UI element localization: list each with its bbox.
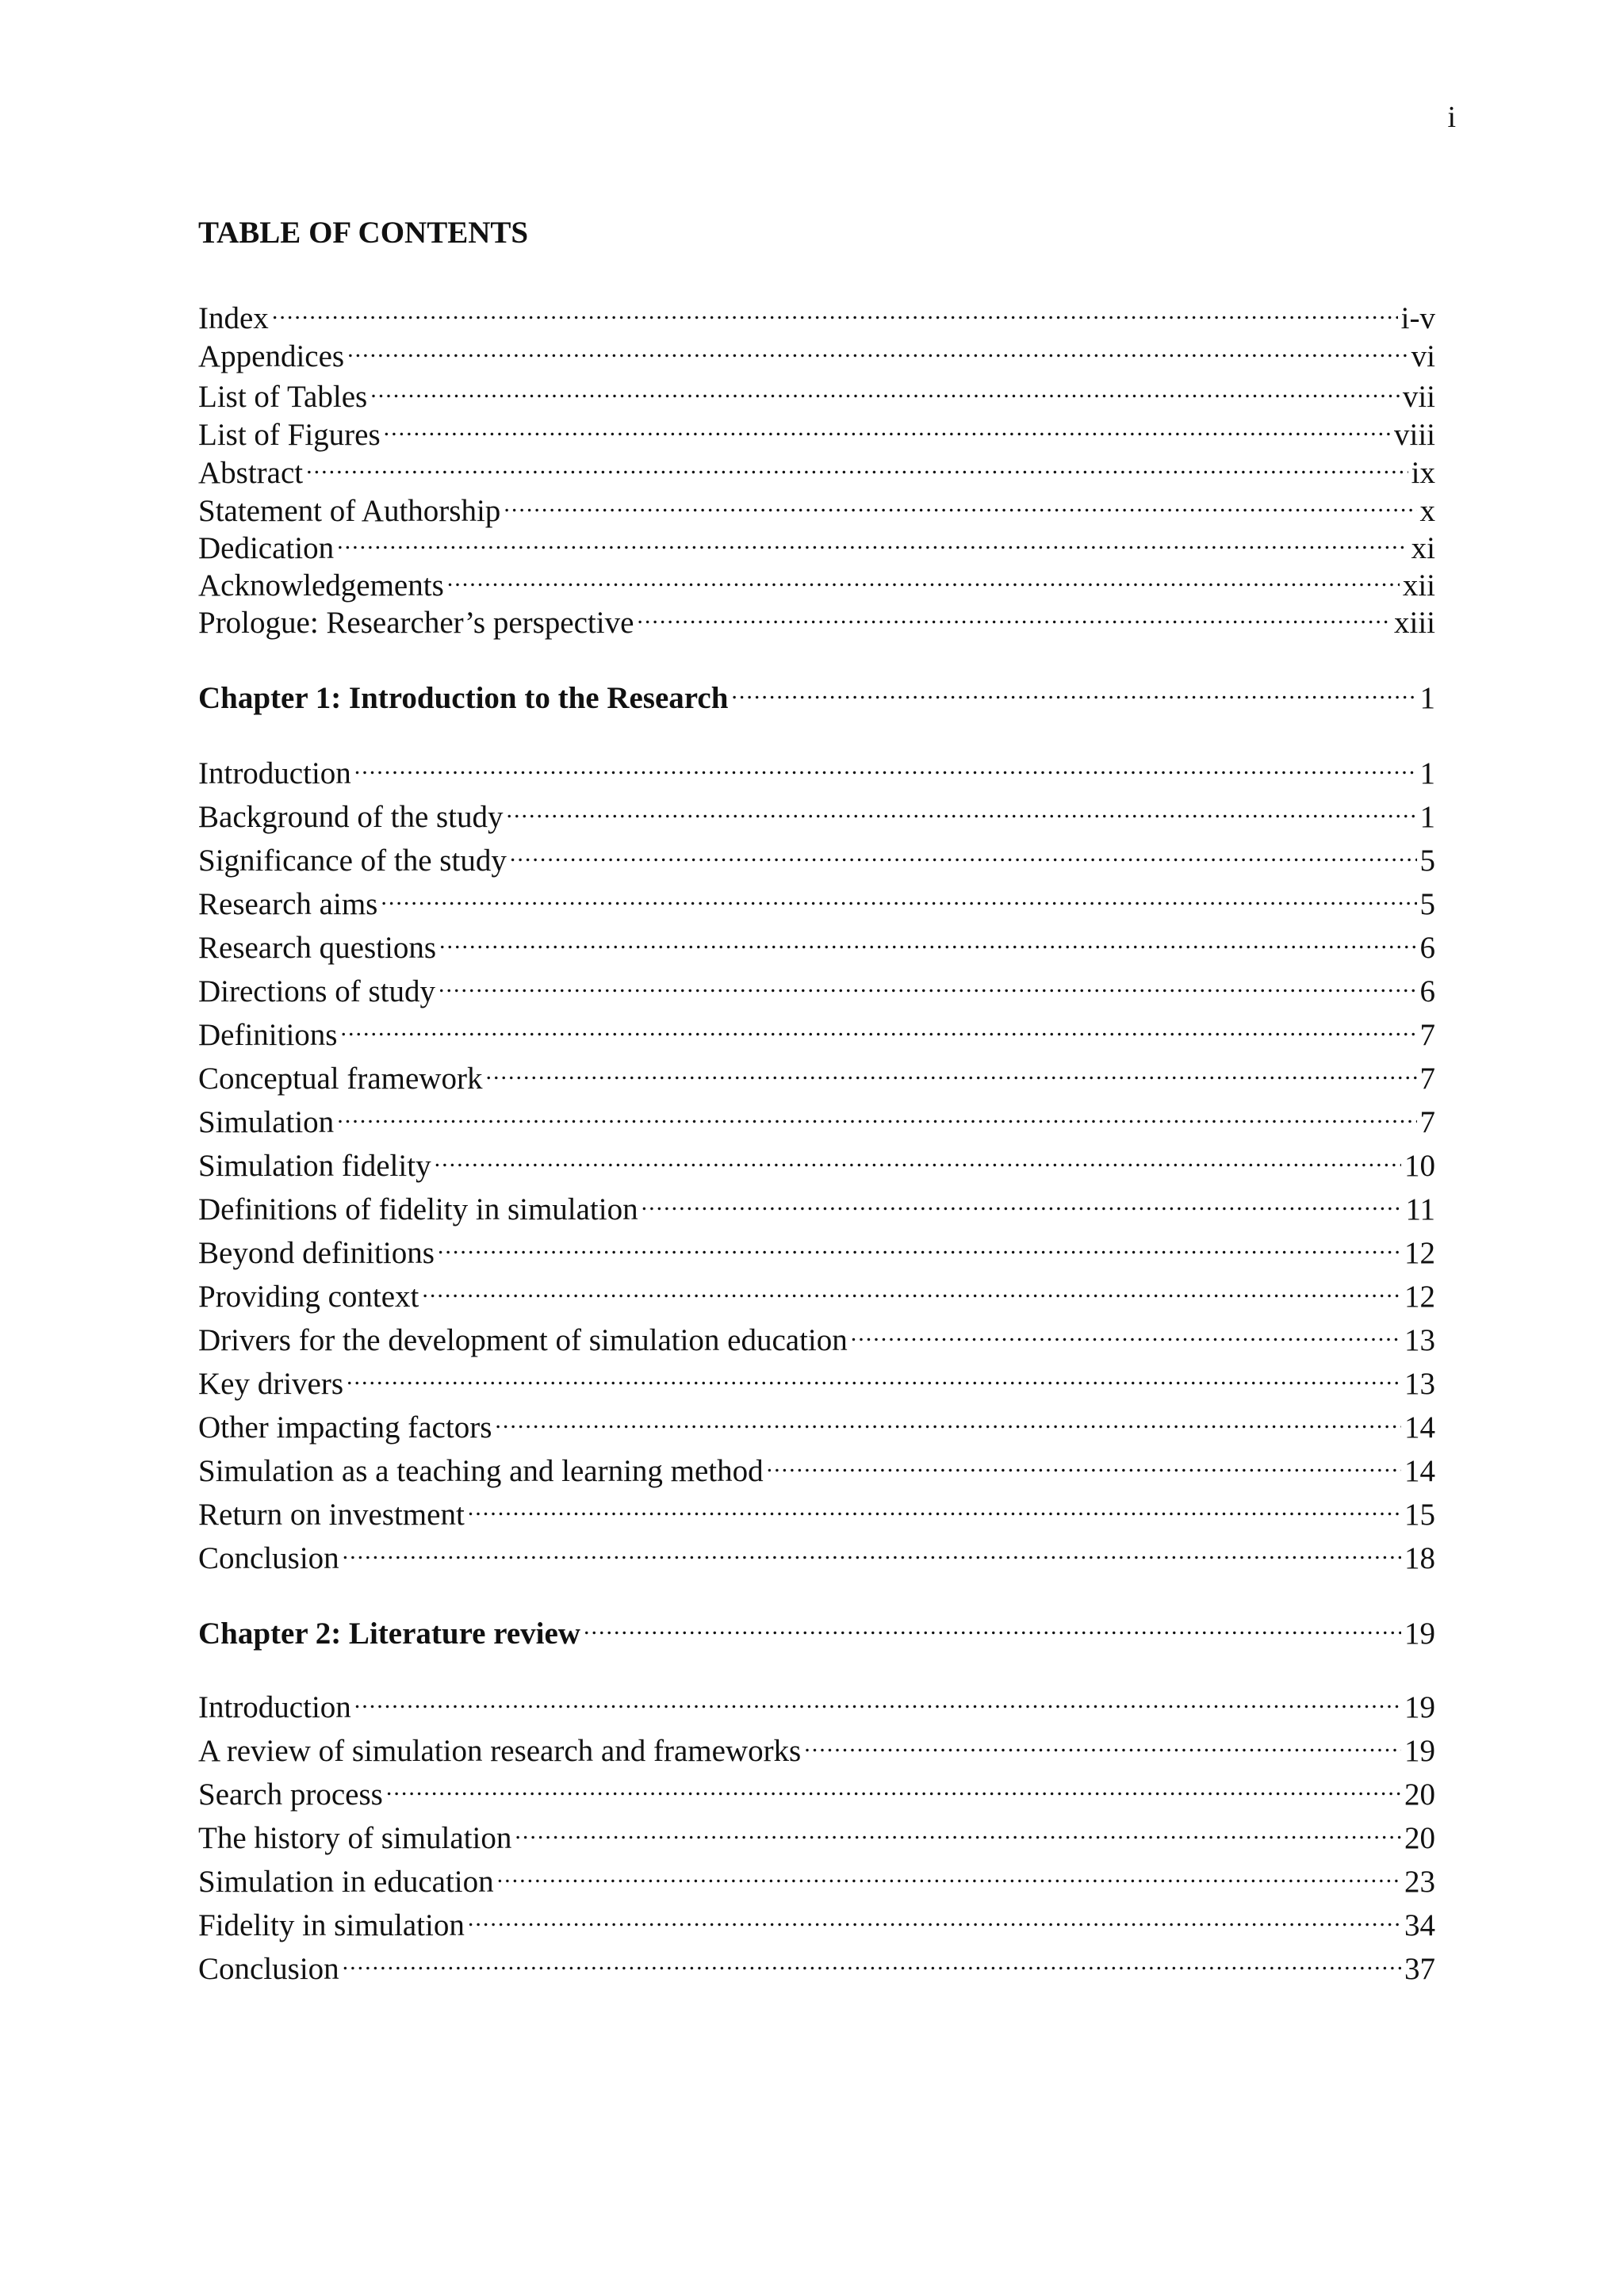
toc-entry xyxy=(198,920,1435,965)
toc-entry xyxy=(198,1487,1435,1532)
toc-chapter-page: 1 xyxy=(1419,681,1435,715)
toc-entry xyxy=(198,1269,1435,1314)
dot-leader xyxy=(468,1487,1401,1525)
toc-entry-page: 7 xyxy=(1419,1018,1435,1052)
toc-entry-label: Key drivers xyxy=(198,1367,344,1401)
dot-leader xyxy=(851,1312,1401,1350)
toc-entry-page: 37 xyxy=(1404,1952,1435,1986)
toc-entry xyxy=(198,1530,1435,1575)
toc-entry-label: Simulation in education xyxy=(198,1865,494,1899)
toc-entry-page: 15 xyxy=(1404,1498,1435,1532)
dot-leader xyxy=(731,670,1416,708)
toc-entry-page: 5 xyxy=(1419,844,1435,878)
toc-entry-page: 11 xyxy=(1405,1192,1435,1226)
dot-leader xyxy=(804,1723,1401,1761)
toc-entry-label: List of Figures xyxy=(198,418,381,452)
toc-entry xyxy=(198,1312,1435,1357)
toc-entry xyxy=(198,1897,1435,1942)
toc-chapter-label: Chapter 2: Literature review xyxy=(198,1617,580,1651)
toc-entry-label: Significance of the study xyxy=(198,844,507,878)
toc-entry-page: xi xyxy=(1411,531,1435,565)
dot-leader xyxy=(447,557,1400,595)
toc-entry xyxy=(198,1941,1435,1986)
toc-entry-appendices xyxy=(198,328,1435,373)
toc-entry-page: 7 xyxy=(1419,1062,1435,1096)
toc-entry xyxy=(198,876,1435,921)
toc-entry-label: Providing context xyxy=(198,1280,419,1314)
dot-leader xyxy=(468,1897,1401,1935)
dot-leader xyxy=(504,483,1416,521)
dot-leader xyxy=(584,1605,1401,1644)
toc-chapter-label: Chapter 1: Introduction to the Research xyxy=(198,681,729,715)
toc-entry-label: Search process xyxy=(198,1777,383,1812)
toc-entry-page: 14 xyxy=(1404,1410,1435,1445)
toc-entry-label: Simulation fidelity xyxy=(198,1149,431,1183)
toc-entry-page: 18 xyxy=(1404,1541,1435,1575)
toc-entry xyxy=(198,832,1435,878)
dot-leader xyxy=(497,1854,1401,1892)
toc-entry-label: Abstract xyxy=(198,456,304,490)
dot-leader xyxy=(422,1269,1401,1307)
dot-leader xyxy=(354,745,1417,783)
toc-entry-page: vii xyxy=(1402,380,1435,414)
toc-entry-label: Research questions xyxy=(198,931,437,965)
toc-entry-label: Directions of study xyxy=(198,974,435,1008)
dot-leader xyxy=(343,1941,1401,1979)
toc-entry-page: 13 xyxy=(1404,1367,1435,1401)
dot-leader xyxy=(272,290,1398,328)
toc-entry xyxy=(198,1007,1435,1052)
toc-entry-label: Dedication xyxy=(198,531,335,565)
toc-entry-page: 23 xyxy=(1404,1865,1435,1899)
toc-entry-label: Definitions of fidelity in simulation xyxy=(198,1192,638,1226)
toc-entry-label: Beyond definitions xyxy=(198,1236,435,1270)
toc-entry-page: ix xyxy=(1411,456,1435,490)
toc-entry-page: 10 xyxy=(1404,1149,1435,1183)
toc-entry xyxy=(198,1766,1435,1812)
toc-chapter-1-heading xyxy=(198,670,1435,715)
toc-entry xyxy=(198,1181,1435,1226)
toc-entry-label: Conclusion xyxy=(198,1541,339,1575)
toc-entry-dedication xyxy=(198,520,1435,565)
dot-leader xyxy=(507,789,1417,827)
toc-entry xyxy=(198,963,1435,1008)
toc-entry-page: xii xyxy=(1402,568,1435,603)
toc-entry xyxy=(198,745,1435,790)
toc-entry-label: Simulation as a teaching and learning method xyxy=(198,1454,764,1488)
toc-chapter-page: 19 xyxy=(1404,1617,1435,1651)
toc-entry-label: Introduction xyxy=(198,1690,351,1724)
toc-entry xyxy=(198,1679,1435,1724)
dot-leader xyxy=(386,1766,1401,1804)
dot-leader xyxy=(767,1443,1401,1481)
toc-entry xyxy=(198,1138,1435,1183)
toc-entry xyxy=(198,1443,1435,1488)
toc-entry-label: Drivers for the development of simulation education xyxy=(198,1323,848,1357)
dot-leader xyxy=(340,1007,1416,1045)
toc-entry xyxy=(198,1050,1435,1096)
toc-entry-list-of-figures xyxy=(198,407,1435,452)
toc-entry-page: 14 xyxy=(1404,1454,1435,1488)
dot-leader xyxy=(439,920,1416,958)
toc-entry-page: xiii xyxy=(1393,606,1435,640)
toc-entry xyxy=(198,1723,1435,1768)
dot-leader xyxy=(354,1679,1401,1717)
toc-entry-label: Conclusion xyxy=(198,1952,339,1986)
toc-entry-label: Background of the study xyxy=(198,800,504,834)
toc-entry-page: 19 xyxy=(1404,1734,1435,1768)
dot-leader xyxy=(439,963,1417,1001)
dot-leader xyxy=(637,595,1391,633)
toc-chapter-2-heading xyxy=(198,1605,1435,1651)
toc-entry-prologue xyxy=(198,595,1435,640)
toc-entry-page: 6 xyxy=(1419,974,1435,1008)
toc-entry-label: Introduction xyxy=(198,756,351,790)
toc-entry xyxy=(198,1356,1435,1401)
dot-leader xyxy=(347,328,1408,366)
toc-title: TABLE OF CONTENTS xyxy=(198,216,529,250)
toc-entry-label: Simulation xyxy=(198,1105,335,1139)
toc-entry-page: 20 xyxy=(1404,1777,1435,1812)
toc-entry-abstract xyxy=(198,445,1435,490)
toc-entry-page: 13 xyxy=(1404,1323,1435,1357)
toc-entry-page: i-v xyxy=(1400,301,1435,335)
dot-leader xyxy=(343,1530,1401,1568)
toc-entry-page: x xyxy=(1419,494,1435,528)
toc-entry-page: 19 xyxy=(1404,1690,1435,1724)
toc-entry-label: Fidelity in simulation xyxy=(198,1908,465,1942)
toc-entry-label: Other impacting factors xyxy=(198,1410,492,1445)
toc-entry-acknowledgements xyxy=(198,557,1435,603)
toc-entry xyxy=(198,1094,1435,1139)
toc-entry-statement-of-authorship xyxy=(198,483,1435,528)
dot-leader xyxy=(347,1356,1401,1394)
toc-entry xyxy=(198,1854,1435,1899)
toc-entry-page: 34 xyxy=(1404,1908,1435,1942)
toc-entry-label: Research aims xyxy=(198,887,378,921)
toc-entry-label: A review of simulation research and frameworks xyxy=(198,1734,802,1768)
toc-entry-page: 20 xyxy=(1404,1821,1435,1855)
dot-leader xyxy=(642,1181,1403,1219)
toc-entry-label: List of Tables xyxy=(198,380,368,414)
toc-entry xyxy=(198,789,1435,834)
dot-leader xyxy=(381,876,1416,914)
toc-entry-label: The history of simulation xyxy=(198,1821,512,1855)
toc-entry-page: 1 xyxy=(1419,800,1435,834)
dot-leader xyxy=(495,1399,1401,1437)
toc-entry-page: 5 xyxy=(1419,887,1435,921)
toc-entry-page: 6 xyxy=(1419,931,1435,965)
toc-entry-label: Prologue: Researcher’s perspective xyxy=(198,606,634,640)
toc-entry-label: Statement of Authorship xyxy=(198,494,501,528)
toc-entry-page: 7 xyxy=(1419,1105,1435,1139)
dot-leader xyxy=(435,1138,1401,1176)
dot-leader xyxy=(337,520,1408,558)
dot-leader xyxy=(515,1810,1401,1848)
dot-leader xyxy=(337,1094,1416,1132)
toc-entry-page: 12 xyxy=(1404,1236,1435,1270)
dot-leader xyxy=(370,369,1400,407)
toc-entry-label: Index xyxy=(198,301,269,335)
toc-entry-label: Acknowledgements xyxy=(198,568,444,603)
dot-leader xyxy=(384,407,1391,445)
toc-entry-page: vi xyxy=(1411,339,1435,373)
toc-entry-page: viii xyxy=(1393,418,1435,452)
toc-entry xyxy=(198,1810,1435,1855)
dot-leader xyxy=(485,1050,1416,1089)
toc-entry-list-of-tables xyxy=(198,369,1435,414)
toc-entry-label: Conceptual framework xyxy=(198,1062,483,1096)
toc-entry xyxy=(198,1225,1435,1270)
toc-entry xyxy=(198,1399,1435,1445)
dot-leader xyxy=(438,1225,1401,1263)
toc-entry-label: Return on investment xyxy=(198,1498,465,1532)
page-number: i xyxy=(1447,101,1456,134)
toc-entry-label: Appendices xyxy=(198,339,345,373)
toc-entry-page: 12 xyxy=(1404,1280,1435,1314)
toc-entry-page: 1 xyxy=(1419,756,1435,790)
toc-entry-label: Definitions xyxy=(198,1018,338,1052)
dot-leader xyxy=(510,832,1417,871)
dot-leader xyxy=(306,445,1408,483)
toc-entry-index xyxy=(198,290,1435,335)
